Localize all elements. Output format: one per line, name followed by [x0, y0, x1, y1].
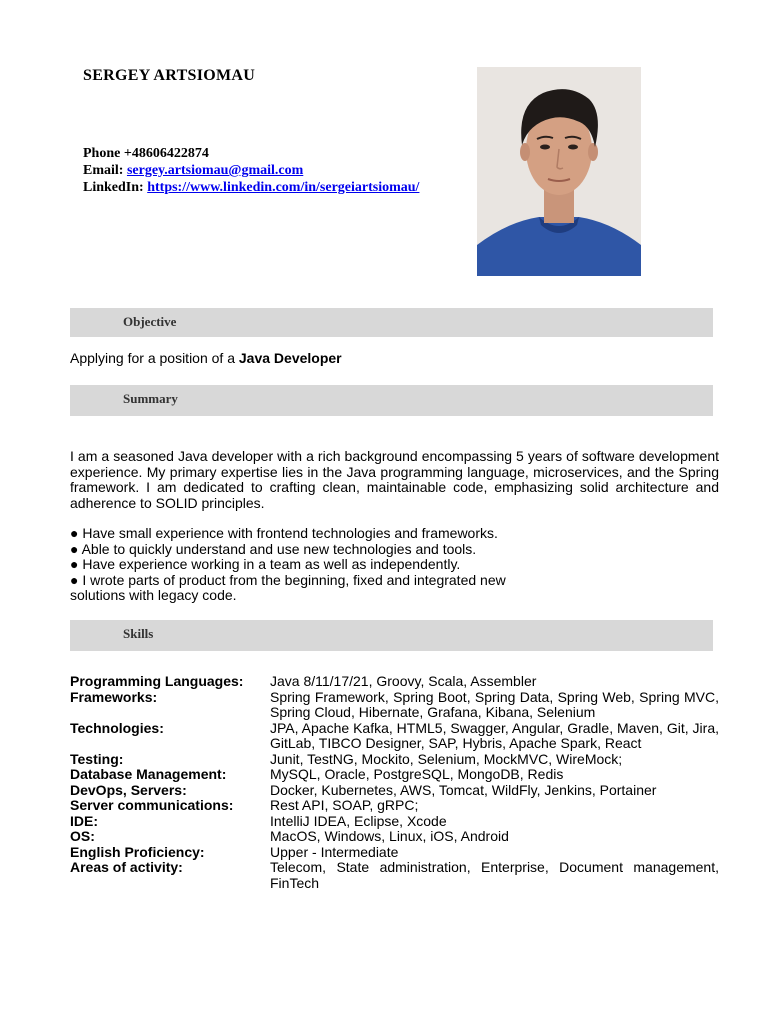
summary-paragraph: I am a seasoned Java developer with a rich background encompassing 5 years of software development experience. My primary expertise lies in the Java programming language, microservices, and the Spring framework. I am dedicated to crafting clean, maintainable code, emphasizing solid architecture and adherence to SOLID principles. — [70, 448, 719, 511]
skill-label: OS: — [70, 828, 95, 844]
skills-row — [70, 690, 719, 721]
skill-value: Java 8/11/17/21, Groovy, Scala, Assembler — [270, 673, 537, 689]
skill-label: Areas of activity: — [70, 859, 183, 875]
skills-heading: Skills — [123, 626, 154, 641]
summary-heading: Summary — [123, 391, 178, 406]
skill-value: Docker, Kubernetes, AWS, Tomcat, WildFly, Jenkins, Portainer — [270, 781, 657, 798]
bullet-item: ● Able to quickly understand and use new technologies and tools. — [70, 540, 477, 557]
skill-value: Spring Framework, Spring Boot, Spring Data, Spring Web, Spring MVC, Spring Cloud, Hibernate, Grafana, Kibana, Selenium — [270, 688, 719, 720]
objective-section-header — [70, 308, 713, 337]
summary-bullets — [70, 526, 530, 604]
bullet-item: ● Have small experience with frontend technologies and frameworks. — [70, 525, 498, 541]
skills-row — [70, 752, 719, 768]
skills-row — [70, 783, 719, 799]
phone-label: Phone — [83, 146, 121, 161]
skill-label: DevOps, Servers: — [70, 781, 187, 798]
email-line — [83, 162, 419, 179]
portrait-photo — [477, 67, 641, 276]
contact-block — [83, 145, 419, 196]
skill-label: Server communications: — [70, 797, 234, 813]
skill-value: Rest API, SOAP, gRPC; — [270, 797, 419, 813]
linkedin-line — [83, 179, 419, 196]
skill-label: English Proficiency: — [70, 843, 205, 860]
skill-value: Telecom, State administration, Enterprise, Document management, FinTech — [270, 859, 719, 891]
linkedin-link[interactable]: https://www.linkedin.com/in/sergeiartsiomau/ — [147, 180, 420, 195]
skill-value: IntelliJ IDEA, Eclipse, Xcode — [270, 812, 447, 829]
email-label: Email: — [83, 163, 124, 178]
skills-row — [70, 860, 719, 891]
linkedin-label: LinkedIn: — [83, 180, 144, 195]
objective-prefix: Applying for a position of a — [70, 350, 235, 366]
skill-value: Upper - Intermediate — [270, 843, 399, 860]
skills-row — [70, 829, 719, 845]
skill-label: Frameworks: — [70, 688, 158, 705]
skills-row — [70, 814, 719, 830]
skill-value: MySQL, Oracle, PostgreSQL, MongoDB, Redis — [270, 766, 564, 782]
skill-label: Programming Languages: — [70, 673, 244, 689]
summary-section-header — [70, 385, 713, 416]
objective-role: Java Developer — [238, 350, 342, 366]
skill-label: IDE: — [70, 812, 98, 829]
objective-text — [70, 351, 719, 367]
skills-row — [70, 674, 719, 690]
skills-row — [70, 721, 719, 752]
skill-value: Junit, TestNG, Mockito, Selenium, MockMVC, WireMock; — [270, 750, 623, 767]
bullet-item: ● Have experience working in a team as well as independently. — [70, 556, 461, 572]
skills-table — [70, 674, 719, 891]
skill-value: MacOS, Windows, Linux, iOS, Android — [270, 828, 509, 844]
skills-row — [70, 845, 719, 861]
phone-number: +48606422874 — [123, 146, 209, 161]
skills-row — [70, 798, 719, 814]
bullet-item: ● I wrote parts of product from the beginning, fixed and integrated new solutions with legacy code. — [70, 571, 506, 603]
phone-line — [83, 145, 419, 162]
skills-section-header — [70, 620, 713, 651]
skill-value: JPA, Apache Kafka, HTML5, Swagger, Angular, Gradle, Maven, Git, Jira, GitLab, TIBCO Designer, SAP, Hybris, Apache Spark, React — [270, 719, 719, 751]
skill-label: Database Management: — [70, 766, 227, 782]
skill-label: Technologies: — [70, 719, 164, 736]
candidate-name: SERGEY ARTSIOMAU — [83, 67, 256, 84]
skills-row — [70, 767, 719, 783]
objective-heading: Objective — [123, 314, 177, 329]
skill-label: Testing: — [70, 750, 124, 767]
email-link[interactable]: sergey.artsiomau@gmail.com — [126, 163, 304, 178]
